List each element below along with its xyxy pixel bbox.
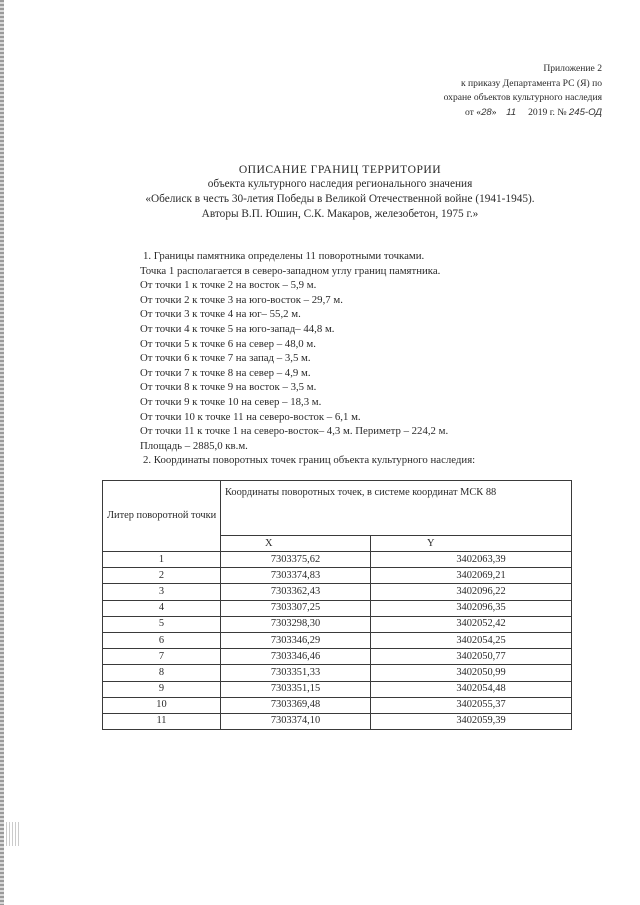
header-liter: Литер поворотной точки (103, 481, 221, 552)
segment-line: От точки 4 к точке 5 на юго-запад– 44,8 м. (140, 322, 335, 335)
cell-y: 3402052,42 (371, 616, 572, 632)
table-row (103, 568, 572, 584)
cell-point: 3 (103, 584, 221, 600)
date-mid: » (491, 106, 497, 118)
cell-point: 6 (103, 632, 221, 648)
appendix-header (382, 62, 602, 120)
cell-point: 4 (103, 600, 221, 616)
table-row (103, 632, 572, 648)
segment-line: От точки 7 к точке 8 на север – 4,9 м. (140, 366, 311, 379)
segment-line: От точки 5 к точке 6 на север – 48,0 м. (140, 337, 316, 350)
cell-x: 7303298,30 (221, 616, 371, 632)
cell-point: 11 (103, 713, 221, 729)
cell-y: 3402063,39 (371, 552, 572, 568)
date-day: 28 (481, 106, 492, 118)
cell-y: 3402096,22 (371, 584, 572, 600)
header-coordinates: Координаты поворотных точек, в системе координат МСК 88 (221, 481, 572, 536)
segment-line: От точки 11 к точке 1 на северо-восток– 4,3 м. Периметр – 224,2 м. (140, 425, 449, 438)
cell-point: 2 (103, 568, 221, 584)
scan-artifact (6, 822, 20, 846)
table-row (103, 584, 572, 600)
cell-x: 7303346,29 (221, 632, 371, 648)
date-prefix: от « (465, 106, 482, 118)
table-row (103, 665, 572, 681)
cell-y: 3402050,77 (371, 649, 572, 665)
cell-y: 3402096,35 (371, 600, 572, 616)
area-line: Площадь – 2885,0 кв.м. (140, 439, 248, 452)
date-year: 2019 г. № (528, 106, 567, 118)
cell-y: 3402059,39 (371, 713, 572, 729)
appendix-line-1: Приложение 2 (543, 63, 602, 74)
cell-point: 5 (103, 616, 221, 632)
cell-x: 7303346,46 (221, 649, 371, 665)
appendix-line-2: к приказу Департамента РС (Я) по (460, 77, 602, 89)
segment-line: От точки 1 к точке 2 на восток – 5,9 м. (140, 279, 317, 292)
cell-point: 10 (103, 697, 221, 713)
cell-x: 7303351,15 (221, 681, 371, 697)
cell-x: 7303374,10 (221, 713, 371, 729)
header-y: Y (371, 536, 572, 552)
cell-x: 7303307,25 (221, 600, 371, 616)
table-row (103, 697, 572, 713)
segment-line: От точки 3 к точке 4 на юг– 55,2 м. (140, 308, 301, 321)
segment-line: От точки 9 к точке 10 на север – 18,3 м. (140, 395, 322, 408)
cell-y: 3402054,48 (371, 681, 572, 697)
cell-y: 3402069,21 (371, 568, 572, 584)
cell-y: 3402055,37 (371, 697, 572, 713)
table-row (103, 713, 572, 729)
table-row (103, 681, 572, 697)
header-x: X (221, 536, 371, 552)
cell-x: 7303374,83 (221, 568, 371, 584)
date-month: 11 (506, 106, 517, 118)
coordinates-table (102, 480, 572, 730)
segment-line: От точки 8 к точке 9 на восток – 3,5 м. (140, 381, 317, 394)
cell-y: 3402050,99 (371, 665, 572, 681)
cell-point: 7 (103, 649, 221, 665)
boundary-description (140, 249, 580, 468)
cell-x: 7303362,43 (221, 584, 371, 600)
cell-x: 7303375,62 (221, 552, 371, 568)
scan-edge-strip (0, 0, 4, 905)
title-line-4: Авторы В.П. Юшин, С.К. Макаров, железобетон, 1975 г.» (201, 208, 479, 220)
cell-point: 9 (103, 681, 221, 697)
order-number: 245-ОД (568, 106, 602, 118)
page-title: ОПИСАНИЕ ГРАНИЦ ТЕРРИТОРИИ (238, 163, 442, 176)
segment-line: От точки 10 к точке 11 на северо-восток – 6,1 м. (140, 410, 361, 423)
table-row (103, 552, 572, 568)
item-1-heading: 1. Границы памятника определены 11 поворотными точками. (143, 250, 425, 262)
document-title-block (110, 162, 570, 222)
appendix-date-line (382, 106, 602, 121)
title-line-3: «Обелиск в честь 30-летия Победы в Великой Отечественной войне (1941-1945). (145, 193, 535, 205)
point-1-location: Точка 1 располагается в северо-западном углу границ памятника. (140, 264, 441, 277)
appendix-line-3: охране объектов культурного наследия (443, 92, 602, 103)
table-row (103, 649, 572, 665)
segment-line: От точки 2 к точке 3 на юго-восток – 29,7 м. (140, 293, 343, 306)
title-line-2: объекта культурного наследия регионального значения (207, 178, 473, 190)
table-row (103, 600, 572, 616)
cell-x: 7303351,33 (221, 665, 371, 681)
cell-x: 7303369,48 (221, 697, 371, 713)
segment-line: От точки 6 к точке 7 на запад – 3,5 м. (140, 352, 311, 365)
cell-point: 1 (103, 552, 221, 568)
cell-point: 8 (103, 665, 221, 681)
table-row (103, 616, 572, 632)
cell-y: 3402054,25 (371, 632, 572, 648)
item-2-heading: 2. Координаты поворотных точек границ объекта культурного наследия: (143, 454, 476, 467)
